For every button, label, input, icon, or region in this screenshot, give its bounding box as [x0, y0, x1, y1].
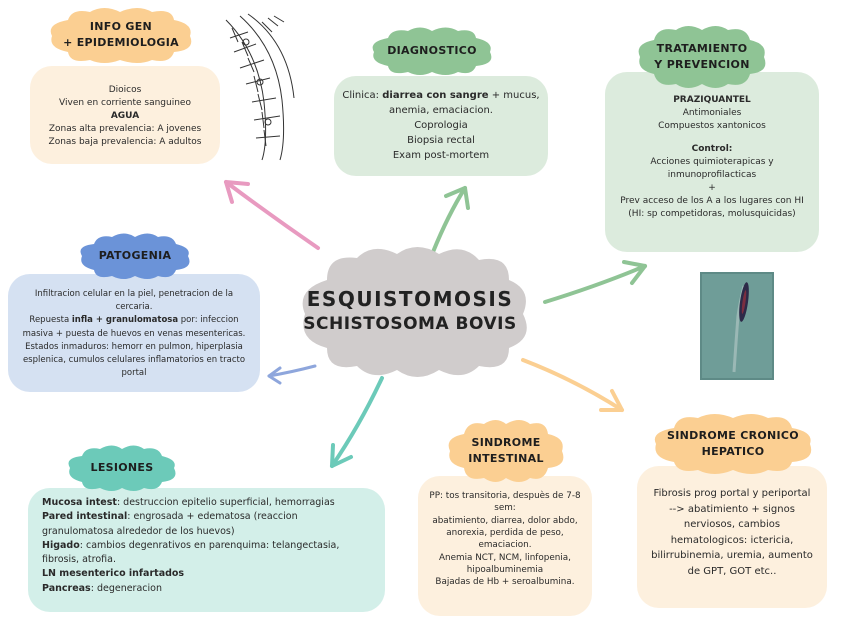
patogenia-line-1: Infiltracion celular en la piel, penetracion de la cercaria.: [34, 289, 234, 313]
arrow-to-lesiones: [332, 378, 382, 466]
center-title-cloud: [287, 244, 533, 378]
diagnostico-title-cloud: [368, 26, 496, 76]
tratamiento-drug: PRAZIQUANTEL: [673, 95, 751, 105]
lesiones-title: LESIONES: [90, 460, 154, 474]
lesiones-item-2: Pared intestinal: engrosada + edematosa (reaccion granulomatosa alrededor de los huevos): [42, 511, 298, 537]
info-gen-line-4: Zonas alta prevalencia: A jovenes: [48, 124, 202, 135]
sindrome-cronico-title-line1: SINDROME CRONICO: [667, 428, 799, 442]
tratamiento-title-cloud: [634, 24, 770, 90]
sindrome-cronico-line-2: --> abatimiento + signos nerviosos, cambios hematologicos: ictericia, bilirrubinemia, uremia, aumento de GPT, GOT etc..: [651, 503, 813, 577]
arrow-to-info-gen: [226, 182, 318, 248]
info-gen-title-cloud: [46, 6, 196, 64]
sindrome-intestinal-line-3: Anemia NCT, NCM, linfopenia, hipoalbuminemia: [439, 552, 571, 575]
tratamiento-control-3: +: [708, 183, 716, 194]
tratamiento-control-2: inmunoprofilacticas: [667, 170, 757, 181]
patogenia-title: PATOGENIA: [98, 248, 172, 262]
sindrome-intestinal-title-line2: INTESTINAL: [468, 452, 544, 465]
lesiones-title-cloud: [64, 444, 180, 492]
diagnostico-line-2: Biopsia rectal: [407, 135, 475, 146]
arrow-to-diagnostico: [433, 188, 468, 252]
tratamiento-title-line2: Y PREVENCION: [654, 58, 750, 71]
tratamiento-control-4: Prev acceso de los A a los lugares con HI: [620, 196, 804, 207]
tratamiento-title-line1: TRATAMIENTO: [656, 41, 748, 55]
center-title-line2: SCHISTOSOMA BOVIS: [303, 314, 517, 335]
sindrome-cronico-box: [637, 466, 827, 608]
sindrome-intestinal-line-2: abatimiento, diarrea, dolor abdo, anorexia, perdida de peso, emaciacion.: [432, 515, 578, 551]
info-gen-box: [30, 66, 220, 164]
sindrome-intestinal-title-cloud: [444, 418, 568, 484]
diagnostico-title: DIAGNOSTICO: [387, 43, 477, 57]
tratamiento-control-1: Acciones quimioterapicas y: [650, 157, 774, 168]
tratamiento-control-label: Control:: [691, 144, 733, 155]
info-gen-title-line1: INFO GEN: [89, 19, 153, 33]
tratamiento-control-5: (HI: sp competidoras, molusquicidas): [628, 209, 796, 220]
lesiones-item-1: Mucosa intest: destruccion epitelio superficial, hemorragias: [42, 497, 335, 508]
info-gen-line-1: Dioicos: [108, 85, 142, 95]
info-gen-line-5: Zonas baja prevalencia: A adultos: [48, 137, 202, 148]
diagnostico-line-3: Exam post-mortem: [392, 150, 490, 161]
sindrome-intestinal-title-line1: SINDROME: [471, 435, 541, 449]
schistosoma-photo-image: [700, 272, 774, 380]
info-gen-title-line2: + EPIDEMIOLOGIA: [63, 36, 179, 49]
patogenia-line-3: Estados inmaduros: hemorr en pulmon, hiperplasia esplenica, cumulos celulares inflamatorios en tracto portal: [22, 341, 246, 379]
patogenia-line-2: Repuesta infla + granulomatosa por: infeccion masiva + puesta de huevos en venas mesentericas.: [22, 315, 246, 339]
patogenia-title-cloud: [76, 232, 194, 280]
diagnostico-line-1: Coprologia: [414, 120, 468, 131]
lesiones-item-3: Higado: cambios degenrativos en parenquima: telangectasia, fibrosis, atrofia.: [42, 539, 340, 565]
sindrome-intestinal-line-1: PP: tos transitoria, despuès de 7-8 sem:: [429, 491, 581, 514]
tratamiento-line-1: Antimoniales: [682, 108, 742, 119]
sindrome-cronico-line-1: Fibrosis prog portal y periportal: [653, 488, 811, 499]
center-title-line1: ESQUISTOMOSIS: [306, 287, 514, 312]
arrow-to-sindrome-cronico: [523, 360, 622, 410]
tratamiento-line-2: Compuestos xantonicos: [658, 121, 766, 132]
tratamiento-box: [605, 72, 819, 252]
info-gen-line-2: Viven en corriente sanguineo: [59, 98, 191, 109]
diagnostico-box: [334, 76, 548, 176]
lesiones-item-5: Pancreas: degeneracion: [42, 582, 162, 594]
sindrome-cronico-title-line2: HEPATICO: [701, 445, 765, 458]
sindrome-cronico-title-cloud: [650, 412, 816, 476]
patogenia-box: [8, 274, 260, 392]
info-gen-line-3: AGUA: [110, 111, 140, 122]
lesiones-box: [28, 488, 385, 612]
lesiones-item-4: LN mesenterico infartados: [42, 568, 185, 580]
worm-sketch-image: [218, 12, 298, 164]
sindrome-intestinal-line-4: Bajadas de Hb + seroalbumina.: [435, 577, 575, 588]
sindrome-intestinal-box: [418, 476, 592, 616]
arrow-to-tratamiento: [545, 262, 645, 302]
diagnostico-clinica: Clinica: diarrea con sangre + mucus, anemia, emaciacion.: [342, 90, 540, 116]
